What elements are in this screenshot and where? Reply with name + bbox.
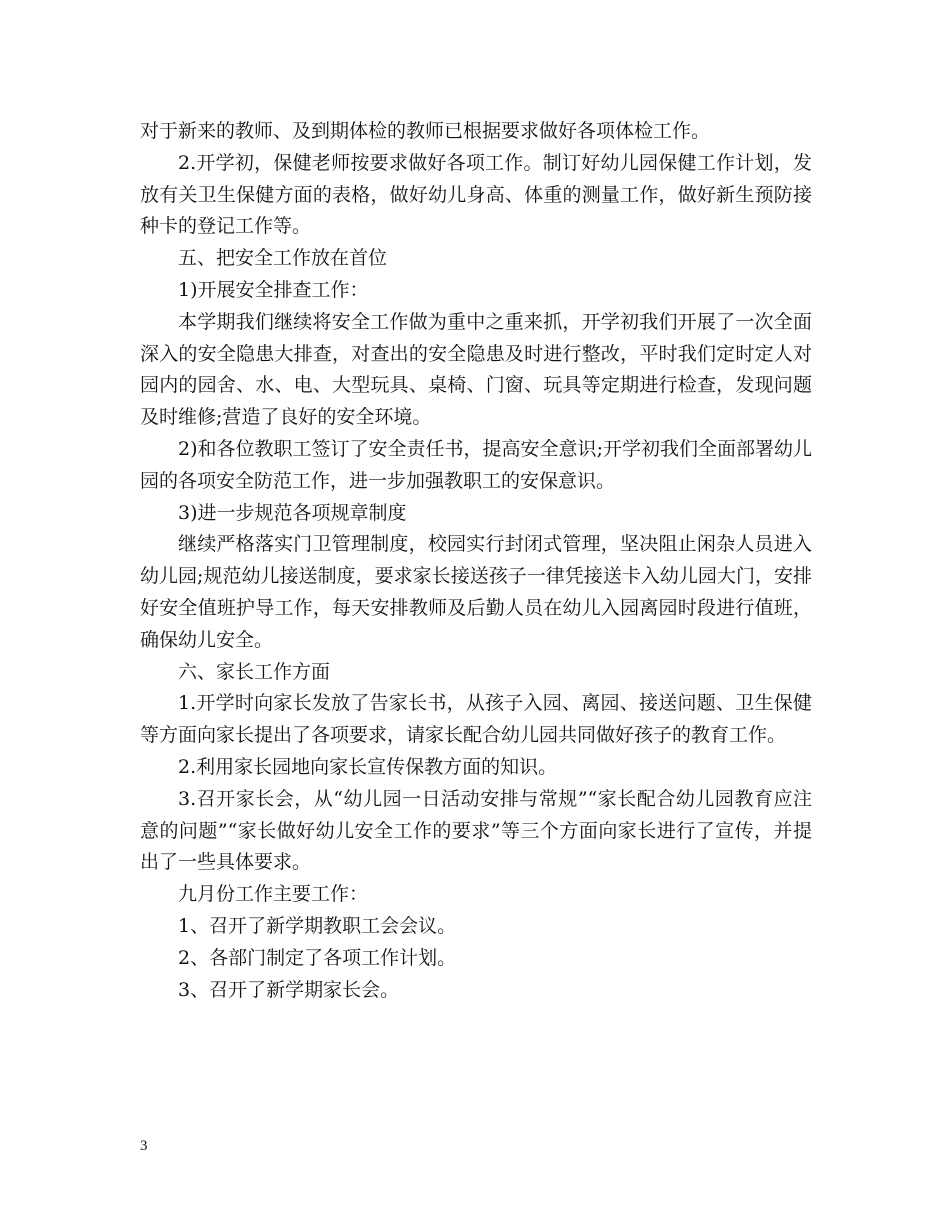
- paragraph-parents-item-3: 3.召开家长会，从“幼儿园一日活动安排与常规”“家长配合幼儿园教育应注意的问题”“家长做好幼儿安全工作的要求”等三个方面向家长进行了宣传，并提出了一些具体要求。: [140, 787, 812, 874]
- document-body: [140, 116, 812, 1006]
- paragraph-parents-item-1: 1.开学时向家长发放了告家长书，从孩子入园、离园、接送问题、卫生保健等方面向家长提出了各项要求，请家长配合幼儿园共同做好孩子的教育工作。: [140, 692, 812, 747]
- subheading-safety-inspection: 1)开展安全排查工作：: [178, 278, 369, 301]
- list-item-september-2: 2、各部门制定了各项工作计划。: [178, 946, 457, 969]
- heading-september-work: 九月份工作主要工作：: [178, 883, 369, 906]
- page-number: 3: [140, 1138, 148, 1154]
- paragraph-regulations: 继续严格落实门卫管理制度，校园实行封闭式管理，坚决阻止闲杂人员进入幼儿园;规范幼儿接送制度，要求家长接送孩子一律凭接送卡入幼儿园大门，安排好安全值班护导工作，每天安排教师及后勤人员在幼儿入园离园时段进行值班，确保幼儿安全。: [140, 533, 812, 651]
- section-heading-safety: 五、把安全工作放在首位: [178, 247, 388, 270]
- list-item-september-3: 3、召开了新学期家长会。: [178, 978, 400, 1001]
- subheading-regulations: 3)进一步规范各项规章制度: [178, 501, 407, 524]
- section-heading-parents: 六、家长工作方面: [178, 660, 331, 683]
- paragraph-parents-item-2: 2.利用家长园地向家长宣传保教方面的知识。: [178, 755, 558, 778]
- paragraph-safety-responsibility: 2)和各位教职工签订了安全责任书，提高安全意识;开学初我们全面部署幼儿园的各项安全防范工作，进一步加强教职工的安保意识。: [140, 437, 812, 492]
- paragraph-health-item-2: 2.开学初，保健老师按要求做好各项工作。制订好幼儿园保健工作计划，发放有关卫生保健方面的表格，做好幼儿身高、体重的测量工作，做好新生预防接种卡的登记工作等。: [140, 151, 812, 238]
- list-item-september-1: 1、召开了新学期教职工会会议。: [178, 914, 457, 937]
- paragraph-continuation: 对于新来的教师、及到期体检的教师已根据要求做好各项体检工作。: [140, 120, 711, 142]
- paragraph-safety-inspection: 本学期我们继续将安全工作做为重中之重来抓，开学初我们开展了一次全面深入的安全隐患大排查，对查出的安全隐患及时进行整改，平时我们定时定人对园内的园舍、水、电、大型玩具、桌椅、门窗、玩具等定期进行检查，发现问题及时维修;营造了良好的安全环境。: [140, 310, 812, 429]
